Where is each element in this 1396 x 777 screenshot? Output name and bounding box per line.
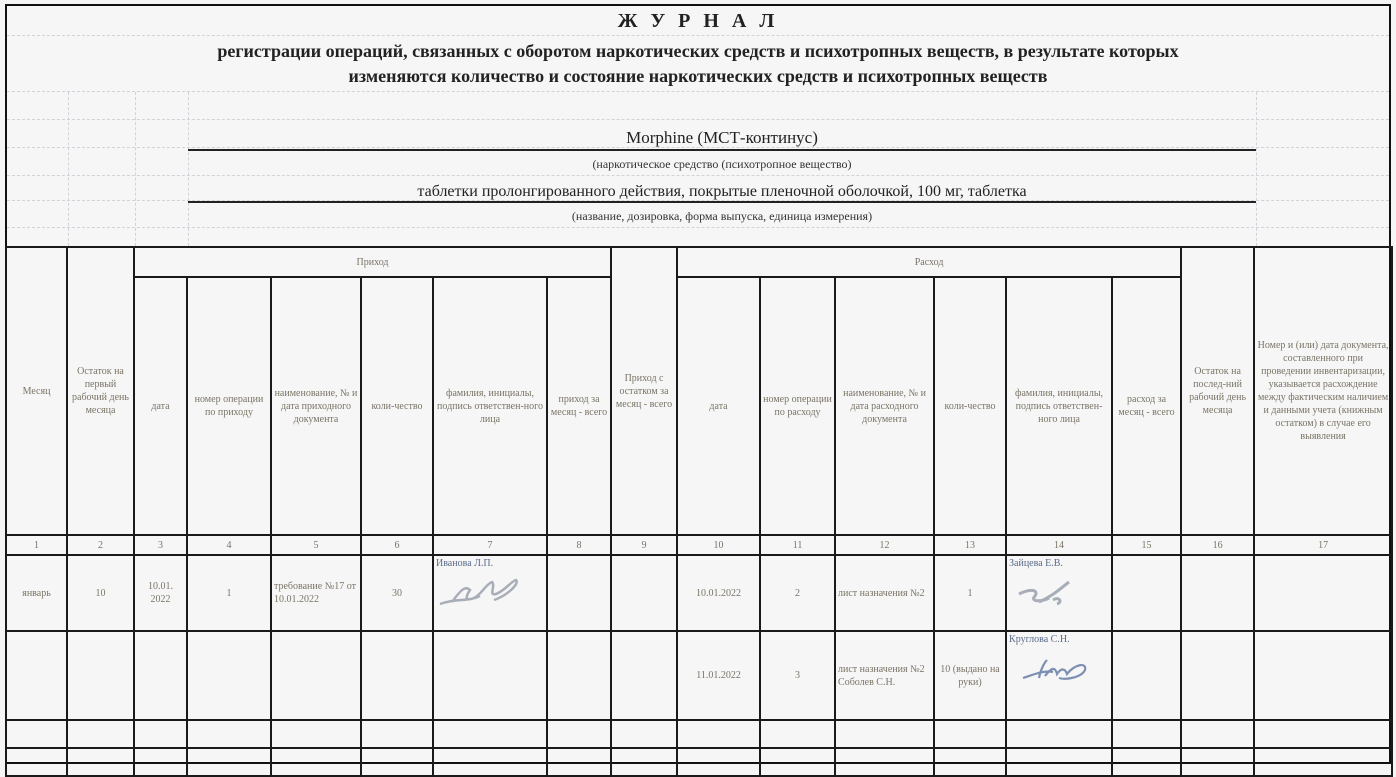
drug-caption: (наркотическое средство (психотропное вещество)	[592, 157, 852, 171]
empty-cell[interactable]	[934, 720, 1006, 748]
journal-sheet	[5, 4, 1391, 764]
cell-in-person[interactable]	[433, 631, 547, 720]
responsible-person-name: Иванова Л.П.	[436, 558, 494, 569]
empty-cell[interactable]	[134, 720, 187, 748]
empty-cell[interactable]	[547, 720, 611, 748]
column-number: 13	[934, 535, 1006, 555]
empty-cell[interactable]	[1181, 748, 1254, 776]
cell-in-date[interactable]	[134, 631, 187, 720]
header-inventory-doc: Номер и (или) дата документа, составленного при проведении инвентаризации, указывается расхождение между фактическим наличием и данными учета (книжным остатком) в случае его выявления	[1254, 247, 1392, 535]
empty-cell[interactable]	[271, 748, 361, 776]
header-in-person: фамилия, инициалы, подпись ответствен-ного лица	[433, 277, 547, 535]
cell-in-doc[interactable]: требование №17 от 10.01.2022	[271, 555, 361, 631]
cell-inventory-doc[interactable]	[1254, 631, 1392, 720]
cell-inventory-doc[interactable]	[1254, 555, 1392, 631]
gridline	[7, 175, 1389, 176]
cell-month[interactable]: январь	[6, 555, 67, 631]
cell-out-op-no[interactable]: 3	[760, 631, 835, 720]
empty-cell[interactable]	[271, 720, 361, 748]
table-row-empty	[6, 748, 1392, 776]
cell-out-op-no[interactable]: 2	[760, 555, 835, 631]
empty-cell[interactable]	[433, 748, 547, 776]
empty-cell[interactable]	[1254, 748, 1392, 776]
empty-cell[interactable]	[67, 748, 134, 776]
table-row	[6, 555, 1392, 631]
cell-start-balance[interactable]: 10	[67, 555, 134, 631]
column-number: 10	[677, 535, 760, 555]
header-out-op-no: номер операции по расходу	[760, 277, 835, 535]
column-number: 5	[271, 535, 361, 555]
column-number: 1	[6, 535, 67, 555]
drug-name: Morphine (МСТ-континус)	[188, 123, 1256, 151]
empty-cell[interactable]	[835, 748, 934, 776]
empty-cell[interactable]	[1112, 748, 1181, 776]
header-in-date: дата	[134, 277, 187, 535]
empty-cell[interactable]	[67, 720, 134, 748]
empty-cell[interactable]	[934, 748, 1006, 776]
header-out-person: фамилия, инициалы, подпись ответствен-ного лица	[1006, 277, 1112, 535]
cell-in-with-balance[interactable]	[611, 555, 677, 631]
column-number: 12	[835, 535, 934, 555]
gridline	[135, 92, 136, 246]
empty-cell[interactable]	[1181, 720, 1254, 748]
cell-in-op-no[interactable]: 1	[187, 555, 271, 631]
cell-in-qty[interactable]	[361, 631, 433, 720]
document-title: Ж У Р Н А Л	[7, 6, 1389, 36]
signature-icon	[1009, 576, 1099, 610]
cell-in-op-no[interactable]	[187, 631, 271, 720]
column-number: 14	[1006, 535, 1112, 555]
empty-cell[interactable]	[361, 720, 433, 748]
column-number: 8	[547, 535, 611, 555]
header-out-date: дата	[677, 277, 760, 535]
cell-out-date[interactable]: 11.01.2022	[677, 631, 760, 720]
header-income-with-balance: Приход с остатком за месяц - всего	[611, 247, 677, 535]
document-subtitle	[7, 36, 1389, 92]
gridline	[1256, 92, 1257, 246]
gridline	[7, 227, 1389, 228]
header-in-qty: коли-чество	[361, 277, 433, 535]
empty-cell[interactable]	[611, 720, 677, 748]
empty-cell[interactable]	[1006, 748, 1112, 776]
gridline	[68, 92, 69, 246]
subtitle-line-2: изменяются количество и состояние наркотических средств и психотропных веществ	[348, 66, 1048, 86]
header-out-doc: наименование, № и дата расходного документа	[835, 277, 934, 535]
cell-out-person[interactable]	[1006, 631, 1112, 720]
column-number: 4	[187, 535, 271, 555]
column-number: 17	[1254, 535, 1392, 555]
header-month: Месяц	[6, 247, 67, 535]
cell-out-doc[interactable]: лист назначения №2 Соболев С.Н.	[835, 631, 934, 720]
responsible-person-name: Зайцева Е.В.	[1009, 558, 1063, 569]
column-number: 15	[1112, 535, 1181, 555]
empty-cell[interactable]	[1112, 720, 1181, 748]
column-number: 6	[361, 535, 433, 555]
group-income: Приход	[134, 247, 611, 277]
empty-cell[interactable]	[6, 748, 67, 776]
dosage-form-caption: (название, дозировка, форма выпуска, единица измерения)	[571, 209, 873, 223]
cell-in-person[interactable]	[433, 555, 547, 631]
empty-cell[interactable]	[433, 720, 547, 748]
cell-in-month-total[interactable]	[547, 631, 611, 720]
header-in-doc: наименование, № и дата приходного документа	[271, 277, 361, 535]
cell-end-balance[interactable]	[1181, 631, 1254, 720]
cell-out-qty[interactable]: 1	[934, 555, 1006, 631]
group-expense: Расход	[677, 247, 1181, 277]
empty-cell[interactable]	[760, 720, 835, 748]
cell-in-doc[interactable]	[271, 631, 361, 720]
empty-cell[interactable]	[187, 720, 271, 748]
empty-cell[interactable]	[760, 748, 835, 776]
cell-out-date[interactable]: 10.01.2022	[677, 555, 760, 631]
cell-end-balance[interactable]	[1181, 555, 1254, 631]
empty-cell[interactable]	[677, 748, 760, 776]
header-in-month-total: приход за месяц - всего	[547, 277, 611, 535]
empty-cell[interactable]	[835, 720, 934, 748]
column-number: 9	[611, 535, 677, 555]
empty-cell[interactable]	[6, 720, 67, 748]
gridline	[7, 119, 1389, 120]
column-number: 7	[433, 535, 547, 555]
cell-in-qty[interactable]: 30	[361, 555, 433, 631]
journal-table	[5, 246, 1393, 777]
header-out-qty: коли-чество	[934, 277, 1006, 535]
header-in-op-no: номер операции по приходу	[187, 277, 271, 535]
column-number: 3	[134, 535, 187, 555]
empty-cell[interactable]	[1006, 720, 1112, 748]
header-end-balance: Остаток на послед-ний рабочий день месяца	[1181, 247, 1254, 535]
cell-in-with-balance[interactable]	[611, 631, 677, 720]
cell-month[interactable]	[6, 631, 67, 720]
responsible-person-name: Круглова С.Н.	[1009, 634, 1070, 645]
header-out-month-total: расход за месяц - всего	[1112, 277, 1181, 535]
cell-in-month-total[interactable]	[547, 555, 611, 631]
header-start-balance: Остаток на первый рабочий день месяца	[67, 247, 134, 535]
cell-start-balance[interactable]	[67, 631, 134, 720]
cell-out-month-total[interactable]	[1112, 631, 1181, 720]
empty-cell[interactable]	[1254, 720, 1392, 748]
dosage-form: таблетки пролонгированного действия, покрытые пленочной оболочкой, 100 мг, таблетка	[188, 179, 1256, 203]
empty-cell[interactable]	[134, 748, 187, 776]
empty-cell[interactable]	[187, 748, 271, 776]
subtitle-line-1: регистрации операций, связанных с оборотом наркотических средств и психотропных веществ, в результате которых	[217, 41, 1179, 61]
empty-cell[interactable]	[677, 720, 760, 748]
empty-cell[interactable]	[611, 748, 677, 776]
column-number: 2	[67, 535, 134, 555]
empty-cell[interactable]	[547, 748, 611, 776]
column-number: 11	[760, 535, 835, 555]
cell-out-doc[interactable]: лист назначения №2	[835, 555, 934, 631]
column-number: 16	[1181, 535, 1254, 555]
cell-out-qty[interactable]: 10 (выдано на руки)	[934, 631, 1006, 720]
column-numbers-row	[6, 535, 1392, 555]
signature-icon	[1009, 652, 1099, 686]
cell-out-month-total[interactable]	[1112, 555, 1181, 631]
empty-cell[interactable]	[361, 748, 433, 776]
table-row	[6, 631, 1392, 720]
cell-out-person[interactable]	[1006, 555, 1112, 631]
table-row-empty	[6, 720, 1392, 748]
signature-icon	[436, 576, 536, 610]
cell-in-date[interactable]: 10.01. 2022	[134, 555, 187, 631]
